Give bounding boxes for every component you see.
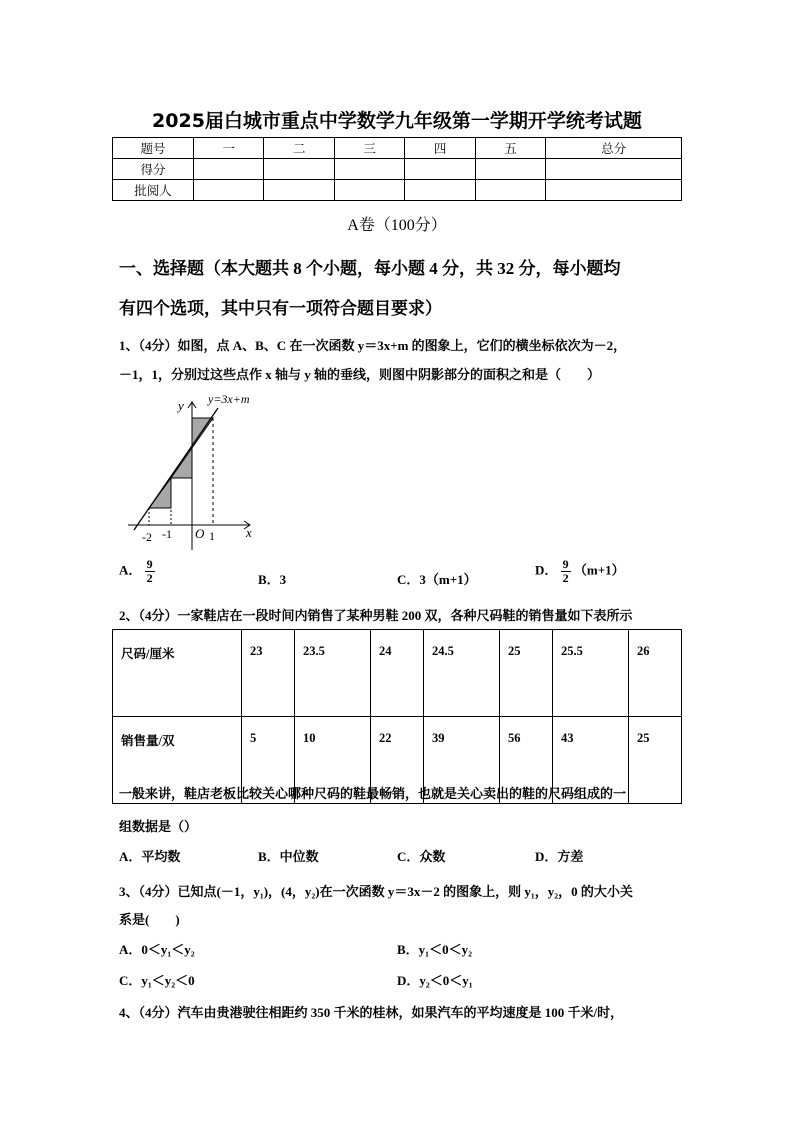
score-table-header-row (113, 138, 682, 159)
section-heading-line2: 有四个选项，其中只有一项符合题目要求） (119, 299, 442, 318)
header-cell: 三 (334, 138, 404, 159)
q2-option-a[interactable]: A．平均数 (119, 849, 181, 864)
tick-label: -2 (142, 530, 152, 544)
denominator: 2 (146, 571, 153, 585)
shaded-triangle-b (171, 448, 192, 478)
x-axis-label: x (246, 525, 252, 540)
option-label: D． (535, 562, 558, 578)
table-cell: 56 (500, 717, 553, 804)
header-cell: 四 (405, 138, 475, 159)
q1-text-line1: 1、（4分）如图，点 A、B、C 在一次函数 y＝3x+m 的图象上，它们的横坐标依次为－2， (119, 338, 627, 353)
q2-option-b[interactable]: B．中位数 (258, 849, 319, 864)
y-axis-label: y (178, 398, 184, 413)
row-label: 得分 (113, 159, 194, 180)
q1-option-d[interactable] (535, 558, 625, 585)
score-table (112, 137, 682, 201)
q2-text-line3: 组数据是（） (119, 819, 198, 834)
row-label: 批阅人 (113, 180, 194, 201)
tick-label: 1 (209, 529, 215, 543)
table-cell: 43 (552, 717, 628, 804)
header-cell: 一 (194, 138, 264, 159)
tick-label: -1 (162, 527, 172, 541)
q1-function-graph (120, 390, 270, 560)
header-cell: 题号 (113, 138, 194, 159)
section-heading-line1: 一、选择题（本大题共 8 个小题，每小题 4 分，共 32 分，每小题均 (119, 259, 621, 278)
q2-option-d[interactable]: D．方差 (535, 849, 584, 864)
q2-option-c[interactable]: C．众数 (397, 849, 446, 864)
numerator: 9 (562, 557, 569, 571)
table-cell: 23.5 (294, 630, 370, 717)
page-title: 2025届白城市重点中学数学九年级第一学期开学统考试题 (152, 110, 642, 132)
header-cell: 总分 (546, 138, 682, 159)
q4-text-line1: 4、（4分）汽车由贵港驶往相距约 350 千米的桂林，如果汽车的平均速度是 100 千米/时， (119, 1005, 624, 1020)
table-cell: 22 (371, 717, 424, 804)
option-suffix: （m+1） (573, 562, 625, 578)
table-cell: 10 (294, 717, 370, 804)
function-line (134, 408, 218, 530)
table-cell: 23 (242, 630, 295, 717)
line-label: y=3x+m (208, 392, 250, 406)
table-cell: 25 (500, 630, 553, 717)
q2-text-line1: 2、（4分）一家鞋店在一段时间内销售了某种男鞋 200 双，各种尺码鞋的销售量如下表所示 (119, 608, 633, 623)
grader-row (113, 180, 682, 201)
q1-option-b[interactable]: B．3 (258, 572, 287, 587)
table-cell: 25.5 (552, 630, 628, 717)
numerator: 9 (146, 557, 153, 571)
table-cell: 24 (371, 630, 424, 717)
fraction (145, 558, 155, 585)
origin-label: O (195, 526, 205, 541)
q3-option-d[interactable]: D．y₂＜0＜y₁ (397, 973, 473, 988)
q3-text-line1: 3、（4分）已知点(－1，y₁)，(4，y₂)在一次函数 y＝3x－2 的图象上，则 y₁，y₂，0 的大小关 (119, 884, 633, 899)
shoe-sales-table (112, 629, 682, 804)
table-cell: 24.5 (423, 630, 499, 717)
header-cell: 五 (475, 138, 545, 159)
option-label: A． (119, 562, 142, 578)
q1-text-line2: －1，1，分别过这些点作 x 轴与 y 轴的垂线，则图中阴影部分的面积之和是（ ） (119, 367, 601, 382)
q3-option-c[interactable]: C．y₁＜y₂＜0 (119, 973, 195, 988)
shaded-triangle-c (192, 418, 213, 448)
table-row (113, 630, 682, 717)
table-cell: 26 (629, 630, 682, 717)
table-cell: 尺码/厘米 (113, 630, 242, 717)
q1-option-c[interactable]: C．3（m+1） (397, 572, 477, 587)
q1-option-a[interactable] (119, 558, 155, 585)
q3-option-b[interactable]: B．y₁＜0＜y₂ (397, 942, 472, 957)
q2-text-line2: 一般来讲，鞋店老板比较关心哪种尺码的鞋最畅销，也就是关心卖出的鞋的尺码组成的一 (119, 786, 627, 801)
table-cell: 销售量/双 (113, 717, 242, 804)
q3-option-a[interactable]: A．0＜y₁＜y₂ (119, 942, 195, 957)
q3-text-line2: 系是( ) (119, 912, 180, 927)
table-cell: 39 (423, 717, 499, 804)
score-row (113, 159, 682, 180)
table-cell: 5 (242, 717, 295, 804)
header-cell: 二 (264, 138, 334, 159)
volume-heading: A卷（100分） (347, 217, 447, 234)
table-cell: 25 (629, 717, 682, 804)
denominator: 2 (562, 571, 569, 585)
fraction (561, 558, 571, 585)
